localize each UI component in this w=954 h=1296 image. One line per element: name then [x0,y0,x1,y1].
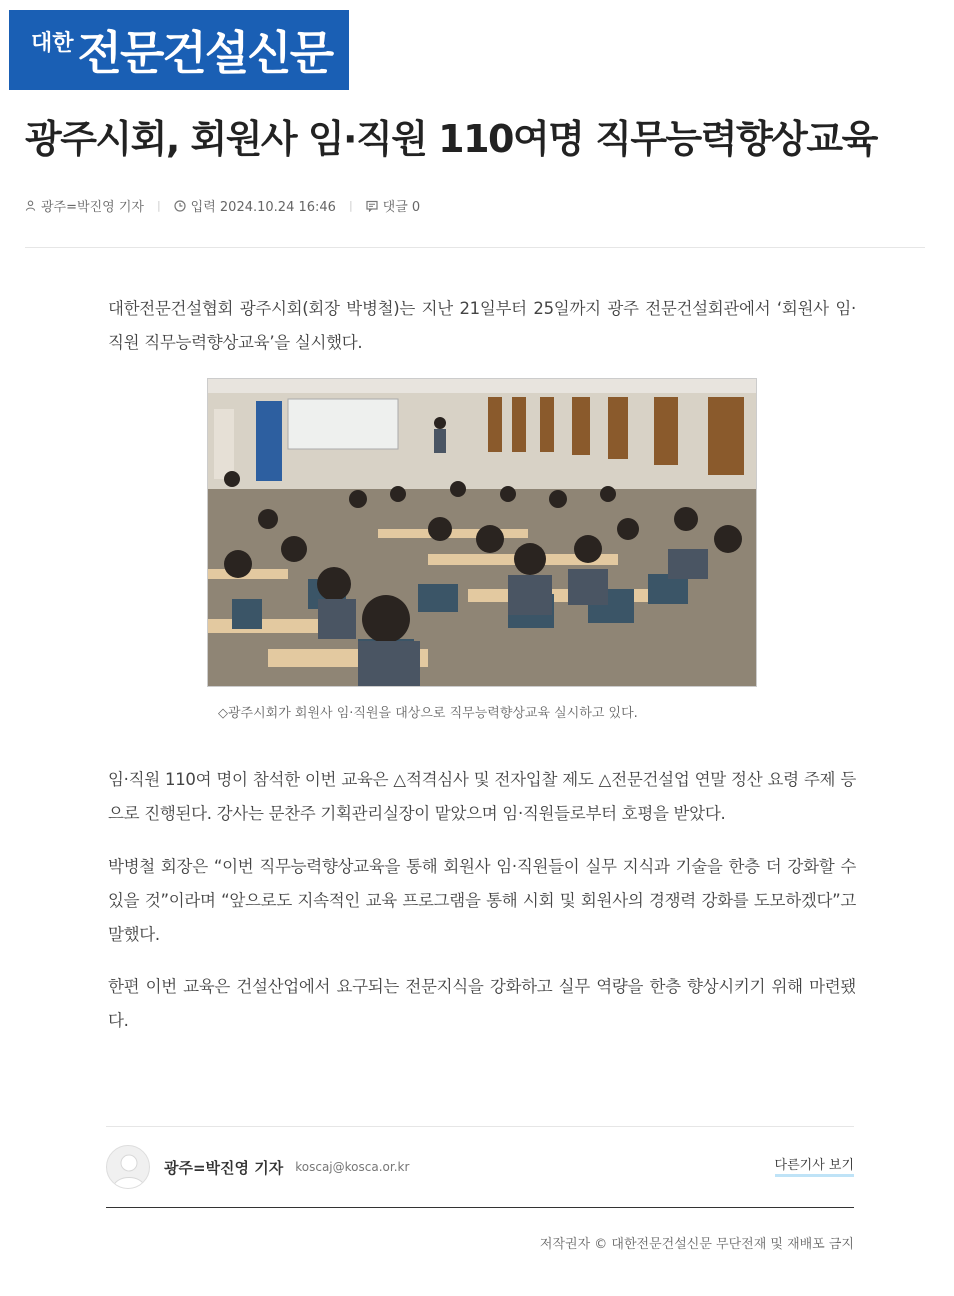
comments-link[interactable] [366,196,421,215]
date-meta [174,196,336,215]
reporter-name: 광주=박진영 기자 [164,1158,284,1177]
logo-big-text: 전문건설신문 [77,26,333,80]
meta-separator: | [348,199,353,212]
article-paragraph: 한편 이번 교육은 건설산업에서 요구되는 전문지식을 강화하고 실무 역량을 한층 향상시키기 위해 마련됐다. [108,977,856,1030]
comment-icon [366,200,378,212]
article-paragraph: 대한전문건설협회 광주시회(회장 박병철)는 지난 21일부터 25일까지 광주 전문건설회관에서 ‘회원사 임·직원 직무능력향상교육’을 실시했다. [108,299,856,352]
byline-divider [106,1126,854,1127]
publish-date: 입력 2024.10.24 16:46 [190,200,336,215]
article-photo [207,378,757,687]
header-divider [25,247,925,248]
copyright-notice: 저작권자 © 대한전문건설신문 무단전재 및 재배포 금지 [539,1237,854,1252]
article-headline: 광주시회, 회원사 임·직원 110여명 직무능력향상교육 [25,117,877,161]
avatar [106,1145,150,1189]
photo-caption: ◇광주시회가 회원사 임·직원을 대상으로 직무능력향상교육 실시하고 있다. [218,706,638,721]
article-paragraph: 임·직원 110여 명이 참석한 이번 교육은 △적격심사 및 전자입찰 제도 △전문건설업 연말 정산 요령 주제 등으로 진행된다. 강사는 문찬주 기획관리실장이 맡았으며 임·직원들로부터 호평을 받았다. [108,770,856,823]
clock-icon [174,200,186,212]
article-paragraph: 박병철 회장은 “이번 직무능력향상교육을 통해 회원사 임·직원들이 실무 지식과 기술을 한층 더 강화할 수 있을 것”이라며 “앞으로도 지속적인 교육 프로그램을 통해 시회 및 회원사의 경쟁력 강화를 도모하겠다”고 말했다. [108,857,856,944]
comment-count: 댓글 0 [382,200,421,215]
logo-small-text: 대한 [31,31,74,56]
meta-separator: | [156,199,161,212]
site-logo[interactable] [9,10,349,90]
reporter-byline [106,1145,854,1189]
reporter-email[interactable]: koscaj@kosca.or.kr [295,1160,410,1174]
author-name: 광주=박진영 기자 [41,200,144,215]
more-articles-link[interactable]: 다른기사 보기 [775,1158,854,1177]
author-meta [25,196,144,215]
article-meta [25,196,420,215]
footer-divider [106,1207,854,1208]
person-icon [25,200,36,211]
